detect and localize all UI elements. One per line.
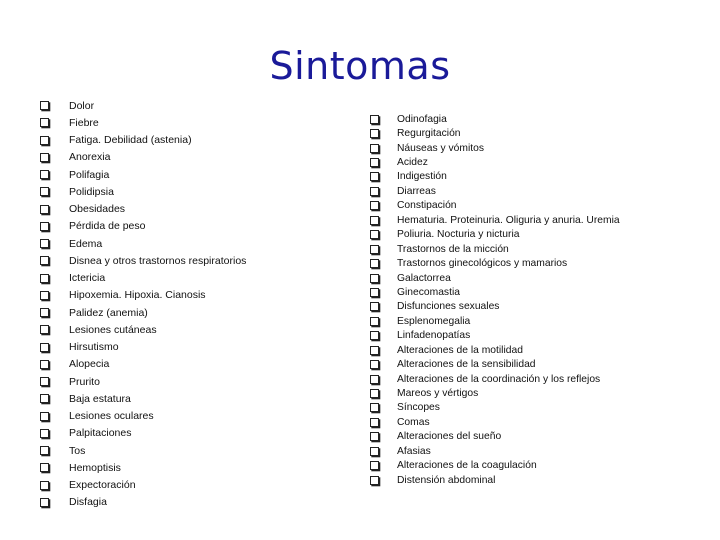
list-item — [370, 343, 710, 357]
list-item — [40, 356, 300, 373]
list-item — [370, 271, 710, 285]
list-item-label: Regurgitación — [397, 128, 461, 140]
list-item — [370, 170, 710, 184]
list-item-label: Baja estatura — [69, 392, 131, 405]
checkbox-square-icon — [40, 274, 49, 283]
checkbox-square-icon — [370, 115, 379, 124]
list-item-label: Alteraciones de la coordinación y los reflejos — [397, 373, 601, 385]
checkbox-square-icon — [370, 389, 379, 398]
list-item — [370, 126, 710, 140]
list-item — [40, 373, 300, 390]
list-item-label: Alteraciones de la sensibilidad — [397, 359, 536, 371]
list-item-label: Tos — [69, 444, 86, 457]
list-item — [40, 321, 300, 338]
list-item-label: Palidez (anemia) — [69, 306, 148, 319]
list-item — [370, 228, 710, 242]
checkbox-square-icon — [370, 216, 379, 225]
list-item — [370, 314, 710, 328]
list-item-label: Alopecia — [69, 358, 110, 371]
list-item — [370, 372, 710, 386]
checkbox-square-icon — [370, 288, 379, 297]
checkbox-square-icon — [370, 259, 379, 268]
list-item — [40, 425, 300, 442]
checkbox-square-icon — [370, 346, 379, 355]
list-item — [40, 477, 300, 494]
checkbox-square-icon — [370, 187, 379, 196]
list-item-label: Esplenomegalia — [397, 315, 471, 327]
list-item — [370, 285, 710, 299]
checkbox-square-icon — [370, 129, 379, 138]
list-item-label: Hirsutismo — [69, 341, 119, 354]
list-item — [40, 132, 300, 149]
checkbox-square-icon — [370, 418, 379, 427]
list-item-label: Fatiga. Debilidad (astenia) — [69, 134, 192, 147]
list-item — [370, 141, 710, 155]
checkbox-square-icon — [40, 136, 49, 145]
checkbox-square-icon — [370, 403, 379, 412]
list-item — [40, 97, 300, 114]
list-item-label: Afasias — [397, 445, 431, 457]
list-item — [40, 459, 300, 476]
list-item — [370, 242, 710, 256]
list-item-label: Indigestión — [397, 171, 447, 183]
checkbox-square-icon — [40, 412, 49, 421]
list-item — [370, 300, 710, 314]
list-item — [40, 166, 300, 183]
checkbox-square-icon — [370, 476, 379, 485]
symptom-list-right — [370, 112, 710, 487]
page-title: Sintomas — [269, 44, 451, 88]
list-item-label: Disfagia — [69, 496, 107, 509]
checkbox-square-icon — [370, 317, 379, 326]
checkbox-square-icon — [40, 360, 49, 369]
list-item — [370, 256, 710, 270]
list-item — [370, 199, 710, 213]
checkbox-square-icon — [40, 153, 49, 162]
list-item-label: Obesidades — [69, 203, 126, 216]
list-item-label: Disfunciones sexuales — [397, 301, 500, 313]
list-item-label: Alteraciones de la coagulación — [397, 460, 537, 472]
list-item-label: Hipoxemia. Hipoxia. Cianosis — [69, 289, 206, 302]
list-item — [370, 444, 710, 458]
checkbox-square-icon — [370, 201, 379, 210]
list-item-label: Náuseas y vómitos — [397, 142, 484, 154]
list-item-label: Constipación — [397, 200, 457, 212]
list-item — [40, 235, 300, 252]
list-item-label: Pérdida de peso — [69, 220, 146, 233]
list-item-label: Expectoración — [69, 479, 136, 492]
checkbox-square-icon — [370, 230, 379, 239]
list-item — [370, 401, 710, 415]
checkbox-square-icon — [40, 498, 49, 507]
checkbox-square-icon — [40, 481, 49, 490]
list-item-label: Polidipsia — [69, 185, 114, 198]
list-item — [370, 357, 710, 371]
list-item — [370, 213, 710, 227]
list-item-label: Odinofagia — [397, 113, 447, 125]
checkbox-square-icon — [40, 429, 49, 438]
list-item-label: Poliuria. Nocturia y nicturia — [397, 229, 520, 241]
list-item-label: Disnea y otros trastornos respiratorios — [69, 254, 247, 267]
list-item — [370, 386, 710, 400]
checkbox-square-icon — [40, 325, 49, 334]
list-item-label: Galactorrea — [397, 272, 451, 284]
list-item — [40, 408, 300, 425]
checkbox-square-icon — [40, 343, 49, 352]
list-item-label: Alteraciones de la motilidad — [397, 344, 523, 356]
list-item — [370, 184, 710, 198]
list-item-label: Palpitaciones — [69, 427, 132, 440]
list-item-label: Dolor — [69, 99, 95, 112]
checkbox-square-icon — [370, 144, 379, 153]
list-item — [40, 218, 300, 235]
checkbox-square-icon — [40, 239, 49, 248]
list-item-label: Acidez — [397, 157, 428, 169]
checkbox-square-icon — [40, 222, 49, 231]
list-item-label: Ictericia — [69, 272, 106, 285]
checkbox-square-icon — [40, 394, 49, 403]
checkbox-square-icon — [370, 375, 379, 384]
checkbox-square-icon — [370, 172, 379, 181]
checkbox-square-icon — [40, 446, 49, 455]
list-item — [370, 459, 710, 473]
list-item-label: Anorexia — [69, 151, 111, 164]
list-item-label: Lesiones oculares — [69, 410, 154, 423]
checkbox-square-icon — [370, 158, 379, 167]
list-item — [370, 155, 710, 169]
checkbox-square-icon — [40, 308, 49, 317]
checkbox-square-icon — [40, 187, 49, 196]
symptom-list-left — [40, 97, 300, 511]
checkbox-square-icon — [40, 205, 49, 214]
list-item — [40, 270, 300, 287]
list-item-label: Síncopes — [397, 402, 440, 414]
checkbox-square-icon — [370, 245, 379, 254]
list-item-label: Ginecomastia — [397, 286, 460, 298]
list-item — [370, 415, 710, 429]
checkbox-square-icon — [40, 101, 49, 110]
list-item-label: Prurito — [69, 375, 100, 388]
checkbox-square-icon — [370, 432, 379, 441]
checkbox-square-icon — [40, 170, 49, 179]
list-item — [40, 287, 300, 304]
list-item — [370, 430, 710, 444]
checkbox-square-icon — [370, 302, 379, 311]
checkbox-square-icon — [370, 274, 379, 283]
list-item-label: Linfadenopatías — [397, 330, 471, 342]
list-item-label: Trastornos de la micción — [397, 243, 509, 255]
list-item-label: Polifagia — [69, 168, 110, 181]
checkbox-square-icon — [370, 461, 379, 470]
list-item — [40, 201, 300, 218]
list-item-label: Hematuria. Proteinuria. Oliguria y anuria. Uremia — [397, 214, 620, 226]
list-item — [40, 304, 300, 321]
list-item-label: Comas — [397, 416, 430, 428]
checkbox-square-icon — [40, 256, 49, 265]
list-item-label: Alteraciones del sueño — [397, 431, 502, 443]
checkbox-square-icon — [40, 118, 49, 127]
list-item — [370, 329, 710, 343]
list-item — [40, 183, 300, 200]
list-item-label: Mareos y vértigos — [397, 388, 479, 400]
checkbox-square-icon — [370, 331, 379, 340]
checkbox-square-icon — [40, 377, 49, 386]
list-item-label: Hemoptisis — [69, 461, 121, 474]
list-item-label: Distensión abdominal — [397, 474, 496, 486]
list-item — [40, 494, 300, 511]
list-item — [40, 390, 300, 407]
list-item — [40, 149, 300, 166]
list-item-label: Diarreas — [397, 185, 436, 197]
list-item-label: Fiebre — [69, 116, 99, 129]
checkbox-square-icon — [40, 291, 49, 300]
list-item — [370, 473, 710, 487]
list-item — [40, 442, 300, 459]
checkbox-square-icon — [370, 360, 379, 369]
list-item — [370, 112, 710, 126]
list-item — [40, 339, 300, 356]
list-item — [40, 252, 300, 269]
list-item-label: Edema — [69, 237, 103, 250]
checkbox-square-icon — [370, 447, 379, 456]
list-item — [40, 114, 300, 131]
checkbox-square-icon — [40, 463, 49, 472]
list-item-label: Trastornos ginecológicos y mamarios — [397, 258, 568, 270]
list-item-label: Lesiones cutáneas — [69, 323, 157, 336]
